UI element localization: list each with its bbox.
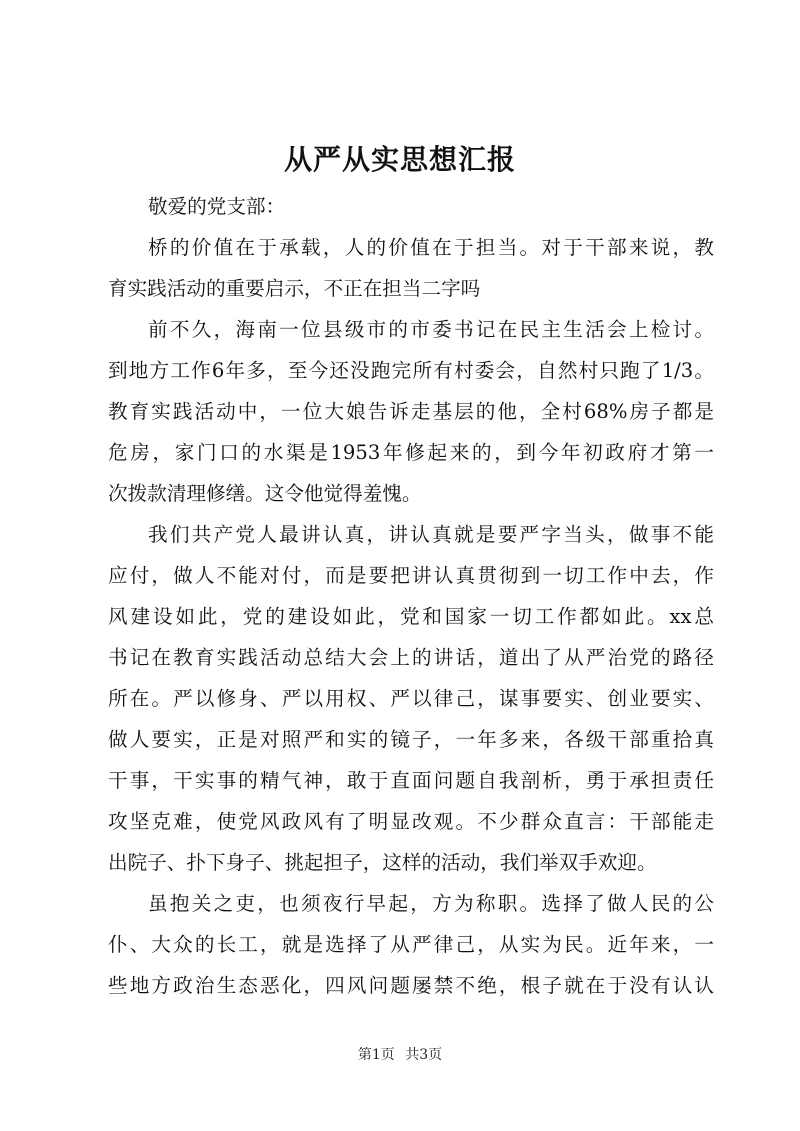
paragraph-line: 攻坚克难，使党风政风有了明显改观。不少群众直言：干部能走 — [108, 810, 714, 833]
salutation-line: 敬爱的党支部： — [148, 195, 286, 218]
document-title: 从严从实思想汇报 — [283, 143, 516, 176]
paragraph-line: 到地方工作6年多，至今还没跑完所有村委会，自然村只跑了1/3。 — [108, 359, 714, 382]
paragraph-line: 桥的价值在于承载，人的价值在于担当。对于干部来说，教 — [148, 236, 714, 259]
paragraph-line: 应付，做人不能对付，而是要把讲认真贯彻到一切工作中去，作 — [108, 564, 714, 587]
paragraph-line: 前不久，海南一位县级市的市委书记在民主生活会上检讨。 — [148, 318, 714, 341]
document-body — [108, 186, 714, 1006]
paragraph-line: 风建设如此，党的建设如此，党和国家一切工作都如此。xx总 — [108, 605, 714, 628]
paragraph-line: 些地方政治生态恶化，四风问题屡禁不绝，根子就在于没有认认 — [108, 974, 714, 997]
page-footer — [0, 1045, 800, 1065]
paragraph-line: 我们共产党人最讲认真，讲认真就是要严字当头，做事不能 — [148, 523, 714, 546]
paragraph-line: 虽抱关之吏，也须夜行早起，方为称职。选择了做人民的公 — [148, 892, 714, 915]
paragraph-line: 出院子、扑下身子、挑起担子，这样的活动，我们举双手欢迎。 — [108, 851, 657, 874]
page-number: 第1页 — [357, 1047, 395, 1063]
paragraph-line: 次拨款清理修缮。这令他觉得羞愧。 — [108, 482, 422, 505]
paragraph-line: 危房，家门口的水渠是1953年修起来的，到今年初政府才第一 — [108, 441, 714, 464]
paragraph-line: 书记在教育实践活动总结大会上的讲话，道出了从严治党的路径 — [108, 646, 714, 669]
paragraph-line: 育实践活动的重要启示，不正在担当二字吗 — [108, 277, 481, 300]
paragraph-line: 所在。严以修身、严以用权、严以律己，谋事要实、创业要实、 — [108, 687, 714, 710]
paragraph-line: 干事，干实事的精气神，敢于直面问题自我剖析，勇于承担责任 — [108, 769, 714, 792]
paragraph-line: 教育实践活动中，一位大娘告诉走基层的他，全村68%房子都是 — [108, 400, 714, 423]
page-total: 共3页 — [405, 1047, 443, 1063]
paragraph-line: 做人要实，正是对照严和实的镜子，一年多来，各级干部重拾真 — [108, 728, 714, 751]
paragraph-line: 仆、大众的长工，就是选择了从严律己，从实为民。近年来，一 — [108, 933, 714, 956]
